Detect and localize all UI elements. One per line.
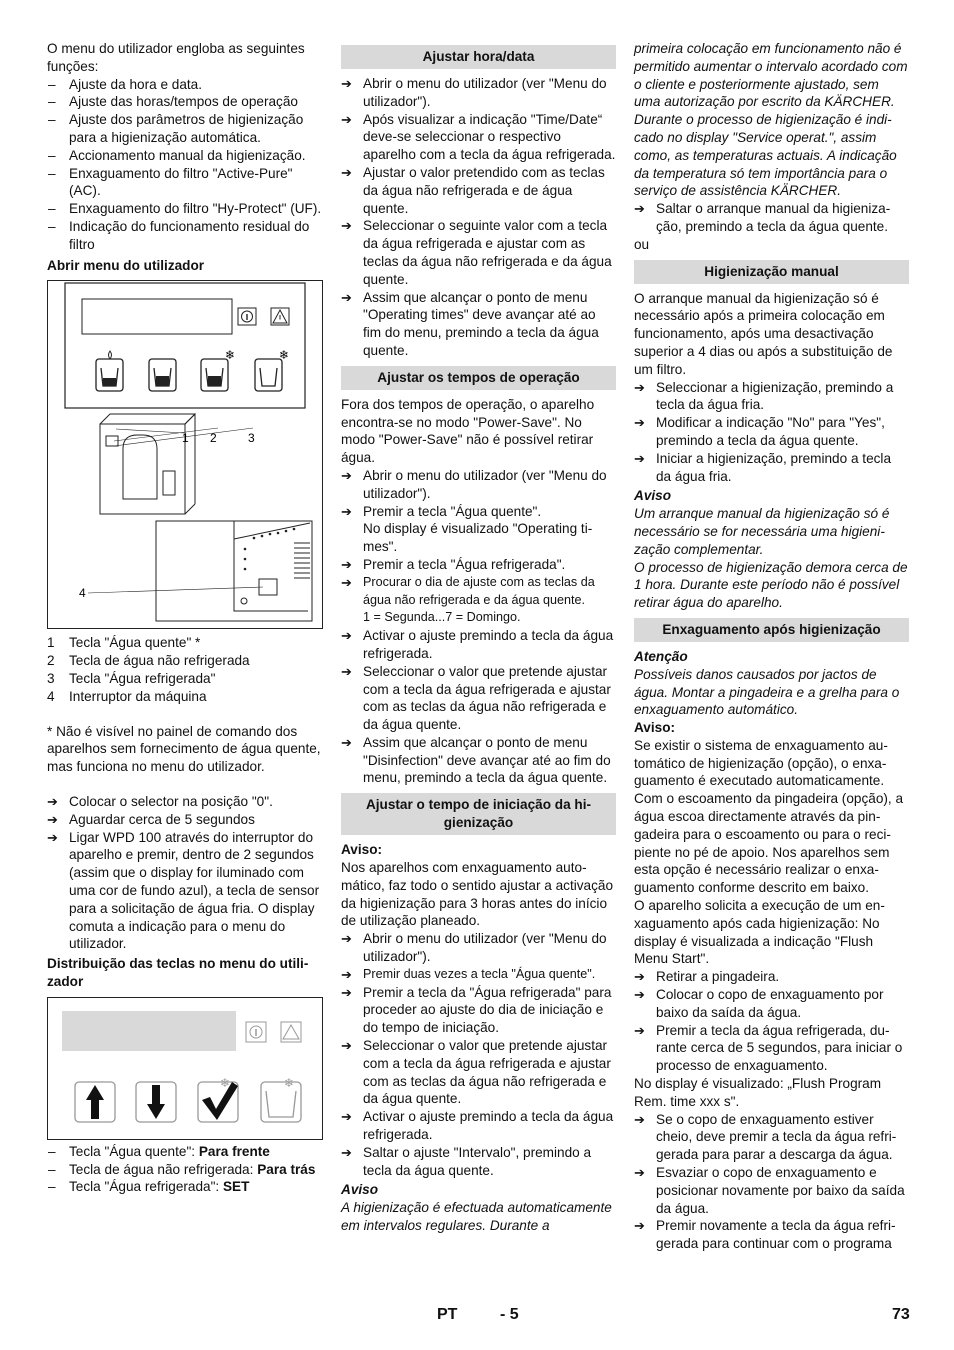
- continued-text-2: Durante o processo de higienização é indicado no display "Service operat.", assim como, as temperaturas actuais. A indicação da temperatura só tem importância para o serviço de assistência KÄRCHER.: [634, 112, 897, 199]
- list-item: ➔ Premir a tecla "Água refrigerada".: [341, 556, 616, 574]
- legend-item: 2 Tecla de água não refrigerada: [47, 653, 250, 669]
- list-item: ➔ Aguardar cerca de 5 segundos: [47, 811, 323, 829]
- footnote: * Não é visível no painel de comando dos aparelhos sem fornecimento de água quente, mas funciona no menu do utilizador.: [47, 723, 321, 775]
- aviso3-label: Aviso:: [634, 720, 676, 736]
- intro-text: O menu do utilizador engloba as seguintes funções:: [47, 41, 305, 74]
- aviso-text-2: O processo de higienização demora cerca de 1 hora. Durante este período não é possível retirar água do aparelho.: [634, 559, 908, 611]
- list-item: – Ajuste das horas/tempos de operação: [47, 93, 323, 111]
- list-item: – Indicação do funcionamento residual do filtro: [47, 218, 323, 254]
- svg-text:2: 2: [210, 431, 217, 446]
- aviso-label: Aviso: [634, 488, 672, 504]
- legend-list: [47, 634, 323, 705]
- rinse-text-2: O aparelho solicita a execução de um enxaguamento após cada higienização: No display é visualizada a indicação "Flush Menu Start".: [634, 898, 885, 967]
- list-item: ➔ Retirar a pingadeira.: [634, 968, 909, 986]
- rinse-steps-2: [634, 1111, 909, 1253]
- list-item: – Enxaguamento do filtro "Active-Pure" (AC).: [47, 165, 323, 201]
- list-item: ➔ Após visualizar a indicação "Time/Date“ deve-se seleccionar o respectivo aparelho com a tecla da água refrigerada.: [341, 111, 616, 164]
- list-item: ➔ Premir duas vezes a tecla "Água quente".: [341, 966, 616, 984]
- rinse-text-3: No display é visualizado: „Flush Program Rem. time xxx s".: [634, 1076, 882, 1109]
- legend-item: 3 Tecla "Água refrigerada": [47, 670, 216, 686]
- optimes-intro: Fora dos tempos de operação, o aparelho encontra-se no modo "Power-Save". No modo "Power-Save" não é possível retirar água.: [341, 396, 595, 466]
- list-item: ➔ Saltar o arranque manual da higienização, premindo a tecla da água quente.: [634, 200, 909, 236]
- list-item: ➔ Premir novamente a tecla da água refrigerada para continuar com o programa: [634, 1217, 909, 1253]
- section-heading-time: Ajustar hora/data: [341, 45, 616, 69]
- svg-text:❄: ❄: [220, 1075, 231, 1090]
- list-item: – Accionamento manual da higienização.: [47, 147, 323, 165]
- svg-text:❄: ❄: [284, 1075, 295, 1090]
- svg-text:1: 1: [182, 431, 189, 446]
- open-menu-heading: Abrir menu do utilizador: [47, 257, 205, 273]
- time-steps: [341, 75, 616, 360]
- key-layout-illustration: [48, 998, 322, 1139]
- list-item: ➔ Premir a tecla "Água quente". No display é visualizado "Operating times".: [341, 503, 616, 556]
- control-panel-figure: [47, 280, 323, 629]
- list-item: ➔ Assim que alcançar o ponto de menu "Disinfection" deve avançar até ao fim do menu, premindo a tecla da água quente.: [341, 734, 616, 787]
- list-item: ➔ Premir a tecla da "Água refrigerada" para proceder ao ajuste do dia de iniciação e do tempo de iniciação.: [341, 984, 616, 1037]
- section-heading-start-time: Ajustar o tempo de iniciação da higienização: [341, 793, 616, 835]
- startup-steps: [47, 793, 323, 953]
- list-item: – Ajuste da hora e data.: [47, 76, 323, 94]
- list-item: ➔ Iniciar a higienização, premindo a tecla da água fria.: [634, 450, 909, 486]
- footer-page-number: 73: [892, 1306, 910, 1323]
- section-heading-optimes: Ajustar os tempos de operação: [341, 366, 616, 390]
- list-item: ➔ Modificar a indicação "No" para "Yes", premindo a tecla da água quente.: [634, 414, 909, 450]
- start-steps: [341, 930, 616, 1179]
- continued-steps: [634, 200, 909, 236]
- svg-text:4: 4: [79, 586, 86, 601]
- atencao-label: Atenção: [634, 648, 688, 664]
- atencao-text: Possíveis danos causados por jactos de água. Montar a pingadeira e a grelha para o enxaguamento automático.: [634, 666, 900, 718]
- list-item: ➔ Premir a tecla da água refrigerada, durante cerca de 5 segundos, para iniciar o processo de enxaguamento.: [634, 1022, 909, 1075]
- functions-list: [47, 76, 323, 254]
- list-item: ➔ Procurar o dia de ajuste com as teclas da água não refrigerada e da água quente. 1 = Segunda...7 = Domingo.: [341, 574, 616, 627]
- list-item: ➔ Abrir o menu do utilizador (ver "Menu do utilizador").: [341, 930, 616, 966]
- manual-intro: O arranque manual da higienização só é necessário após a primeira colocação em funcionamento, após uma desactivação superior a 4 dias ou após a substituição de um filtro.: [634, 290, 893, 377]
- start-intro: Nos aparelhos com enxaguamento automático, faz todo o sentido ajustar a activação da higienização para 3 horas antes do início de utilização planeado.: [341, 860, 614, 929]
- aviso-text-1: Um arranque manual da higienização só é necessário se for necessária uma higienização complementar.: [634, 506, 890, 557]
- key-distribution-heading: Distribuição das teclas no menu do utilizador: [47, 956, 309, 989]
- legend-item: 1 Tecla "Água quente" *: [47, 635, 201, 651]
- footer-local-page: - 5: [500, 1306, 519, 1323]
- or-text: ou: [634, 236, 650, 252]
- legend-item: 4 Interruptor da máquina: [47, 688, 207, 704]
- list-item: ➔ Abrir o menu do utilizador (ver "Menu do utilizador").: [341, 467, 616, 503]
- list-item: – Ajuste dos parâmetros de higienização para a higienização automática.: [47, 111, 323, 147]
- list-item: ➔ Ajustar o valor pretendido com as teclas da água não refrigerada e de água quente.: [341, 164, 616, 217]
- list-item: ➔ Esvaziar o copo de enxaguamento e posicionar novamente por baixo da saída da água.: [634, 1164, 909, 1217]
- svg-text:3: 3: [248, 431, 255, 446]
- footer-language: PT: [437, 1306, 458, 1323]
- list-item: – Tecla de água não refrigerada: Para trás: [47, 1161, 323, 1179]
- rinse-text-1: Se existir o sistema de enxaguamento automático de higienização (opção), o enxaguamento é executado automaticamente. Com o escoamento da pingadeira (opção), a água escoa directamente através da pingadeira para o escoamento ou para o recipiente no pé de apoio. Nos aparelhos sem esta opção é necessário realizar o enxaguamento conforme descrito em baixo.: [634, 737, 904, 896]
- section-heading-manual: Higienização manual: [634, 260, 909, 284]
- svg-text:❄: ❄: [279, 348, 290, 363]
- list-item: ➔ Seleccionar o valor que pretende ajustar com a tecla da água refrigerada e ajustar com as teclas da água não refrigerada e da água quente.: [341, 1037, 616, 1108]
- list-item: – Tecla "Água refrigerada": SET: [47, 1178, 323, 1196]
- list-item: ➔ Assim que alcançar o ponto de menu "Operating times" deve avançar até ao fim do menu, premindo a tecla da água quente.: [341, 289, 616, 360]
- list-item: ➔ Ligar WPD 100 através do interruptor do aparelho e premir, dentro de 2 segundos (assim que o display for iluminado com uma cor de fundo azul), a tecla de sensor para a solicitação de água fria. O display comuta a indicação para o menu do utilizador.: [47, 829, 323, 954]
- column-2: [341, 45, 616, 1235]
- aviso2-text: A higienização é efectuada automaticamente em intervalos regulares. Durante a: [341, 1200, 612, 1234]
- key-layout-figure: [47, 997, 323, 1140]
- manual-steps: [634, 379, 909, 486]
- control-panel-illustration: [48, 281, 322, 628]
- list-item: ➔ Saltar o ajuste "Intervalo", premindo a tecla da água quente.: [341, 1144, 616, 1180]
- aviso2-label: Aviso: [341, 1182, 379, 1198]
- rinse-steps-1: [634, 968, 909, 1075]
- key-assignment-list: [47, 1143, 323, 1196]
- list-item: ➔ Abrir o menu do utilizador (ver "Menu do utilizador").: [341, 75, 616, 111]
- list-item: ➔ Activar o ajuste premindo a tecla da água refrigerada.: [341, 1108, 616, 1144]
- continued-text: primeira colocação em funcionamento não é permitido aumentar o intervalo acordado com o cliente e posteriormente ajustado, sem uma autorização por escrito da KÄRCHER.: [634, 41, 908, 110]
- column-1: [47, 40, 323, 1196]
- list-item: ➔ Colocar o selector na posição "0".: [47, 793, 323, 811]
- list-item: ➔ Seleccionar o valor que pretende ajustar com a tecla da água refrigerada e ajustar com as teclas da água não refrigerada e da água quente.: [341, 663, 616, 734]
- optimes-steps: [341, 467, 616, 787]
- list-item: – Tecla "Água quente": Para frente: [47, 1143, 323, 1161]
- svg-text:❄: ❄: [225, 348, 236, 363]
- list-item: ➔ Colocar o copo de enxaguamento por baixo da saída da água.: [634, 986, 909, 1022]
- section-heading-rinse: Enxaguamento após higienização: [634, 618, 909, 642]
- list-item: – Enxaguamento do filtro "Hy-Protect" (UF).: [47, 200, 323, 218]
- aviso-label: Aviso:: [341, 842, 383, 858]
- list-item: ➔ Seleccionar a higienização, premindo a tecla da água fria.: [634, 379, 909, 415]
- list-item: ➔ Seleccionar o seguinte valor com a tecla da água refrigerada e ajustar com as teclas da água não refrigerada e da água quente.: [341, 217, 616, 288]
- column-3: [634, 40, 909, 1253]
- list-item: ➔ Se o copo de enxaguamento estiver cheio, deve premir a tecla da água refrigerada para parar a descarga da água.: [634, 1111, 909, 1164]
- list-item: ➔ Activar o ajuste premindo a tecla da água refrigerada.: [341, 627, 616, 663]
